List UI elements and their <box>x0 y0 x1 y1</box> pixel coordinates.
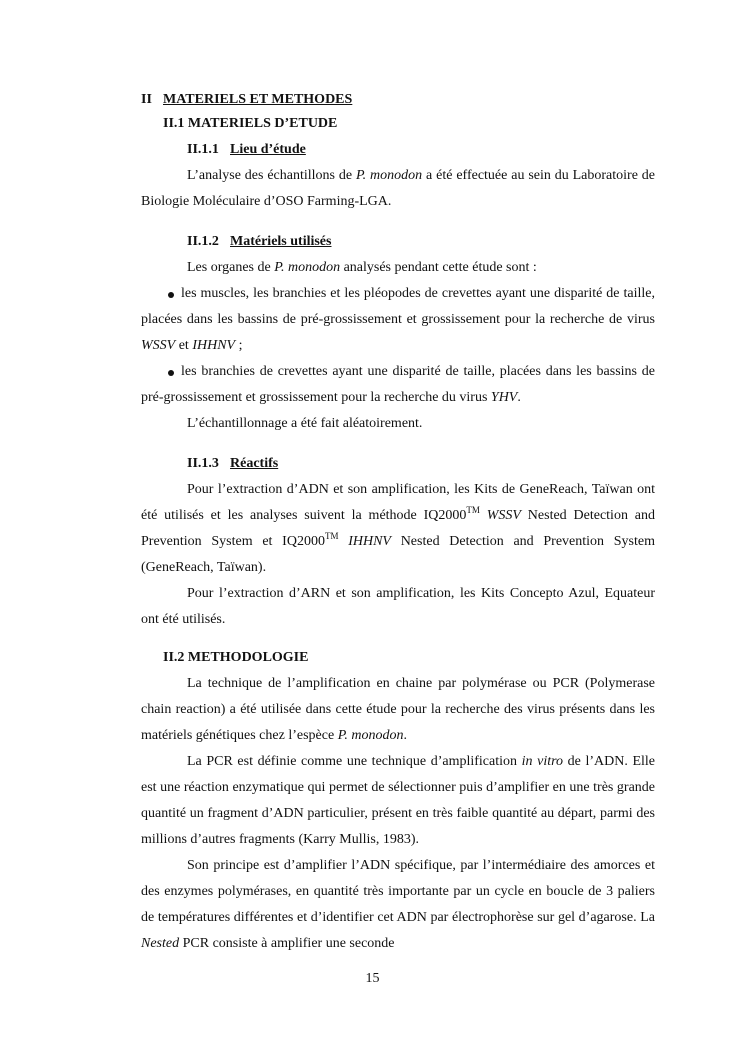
paragraph-kits-arn: Pour l’extraction d’ARN et son amplification, les Kits Concepto Azul, Equateur ont été utilisés. <box>141 586 655 627</box>
list-item: les muscles, les branchies et les pléopodes de crevettes ayant une disparité de taille, placées dans les bassins de pré-grossissement et grossissement pour la recherche de virus WSSV et IHHNV ; <box>141 286 655 353</box>
heading-number: II.1.2 <box>187 234 219 249</box>
paragraph-kits-adn: Pour l’extraction d’ADN et son amplification, les Kits de GeneReach, Taïwan ont été utilisés et les analyses suivent la méthode IQ2000™ WSSV Nested Detection and Prevention System et IQ2000™ IHHNV Nested Detection and Prevention System (GeneReach, Taïwan). <box>141 482 656 575</box>
virus-name: WSSV <box>141 338 176 353</box>
bullet-icon <box>168 292 174 298</box>
heading-materiels-utilises <box>187 229 655 255</box>
virus-name: IHHNV <box>348 534 391 549</box>
paragraph-pcr-technique: La technique de l’amplification en chaine par polymérase ou PCR (Polymerase chain reaction) a été utilisée dans cette étude pour la recherche des virus présents dans les matériels génétiques chez l’espèce P. monodon. <box>141 676 655 743</box>
paragraph-pcr-definition: La PCR est définie comme une technique d’amplification in vitro de l’ADN. Elle est une réaction enzymatique qui permet de sélectionner puis d’amplifier en une très grande quantité un fragment d’ADN particulier, présent en très faible quantité au départ, parmi des millions d’autres fragments (Karry Mullis, 1983). <box>141 754 655 847</box>
paragraph-echantillonnage: L’échantillonnage a été fait aléatoirement. <box>187 416 423 431</box>
list-item: les branchies de crevettes ayant une disparité de taille, placées dans les bassins de pré-grossissement et grossissement pour la recherche du virus YHV. <box>141 364 655 405</box>
bullet-icon <box>168 370 174 376</box>
subsection-heading-methodologie: II.2 METHODOLOGIE <box>163 650 309 665</box>
in-vitro-term: in vitro <box>521 754 564 769</box>
virus-name: YHV <box>490 390 518 405</box>
heading-title: Matériels utilisés <box>230 234 332 249</box>
paragraph-organes-intro: Les organes de P. monodon analysés pendant cette étude sont : <box>187 260 537 275</box>
page-number: 15 <box>365 971 380 986</box>
heading-number: II.1.1 <box>187 142 219 157</box>
species-name: P. monodon <box>274 260 341 275</box>
paragraph-pcr-principe: Son principe est d’amplifier l’ADN spécifique, par l’intermédiaire des amorces et des enzymes polymérases, en quantité très importante par un cycle en boucle de 3 paliers de températures différentes et d’identifier cet ADN par électrophorèse sur gel d’agarose. La Nested PCR consiste à amplifier une seconde <box>141 858 655 951</box>
heading-title: Lieu d’étude <box>230 142 306 157</box>
heading-reactifs <box>187 451 655 477</box>
section-title: MATERIELS ET METHODES <box>163 92 353 107</box>
virus-name: IHHNV <box>192 338 236 353</box>
species-name: P. monodon <box>355 168 423 183</box>
section-heading <box>141 87 655 111</box>
section-number: II <box>141 92 152 107</box>
subsection-heading-materials: II.1 MATERIELS D’ETUDE <box>163 116 338 131</box>
trademark-sup: TM <box>324 531 339 541</box>
species-name: P. monodon <box>337 728 404 743</box>
paragraph-lieu: L’analyse des échantillons de P. monodon a été effectuée au sein du Laboratoire de Biologie Moléculaire d’OSO Farming-LGA. <box>141 168 656 209</box>
nested-term: Nested <box>141 936 180 951</box>
heading-number: II.1.3 <box>187 456 219 471</box>
heading-lieu-etude <box>187 137 655 163</box>
virus-name: WSSV <box>486 508 521 523</box>
trademark-sup: TM <box>466 505 480 515</box>
page-content <box>141 87 655 957</box>
heading-title: Réactifs <box>230 456 279 471</box>
